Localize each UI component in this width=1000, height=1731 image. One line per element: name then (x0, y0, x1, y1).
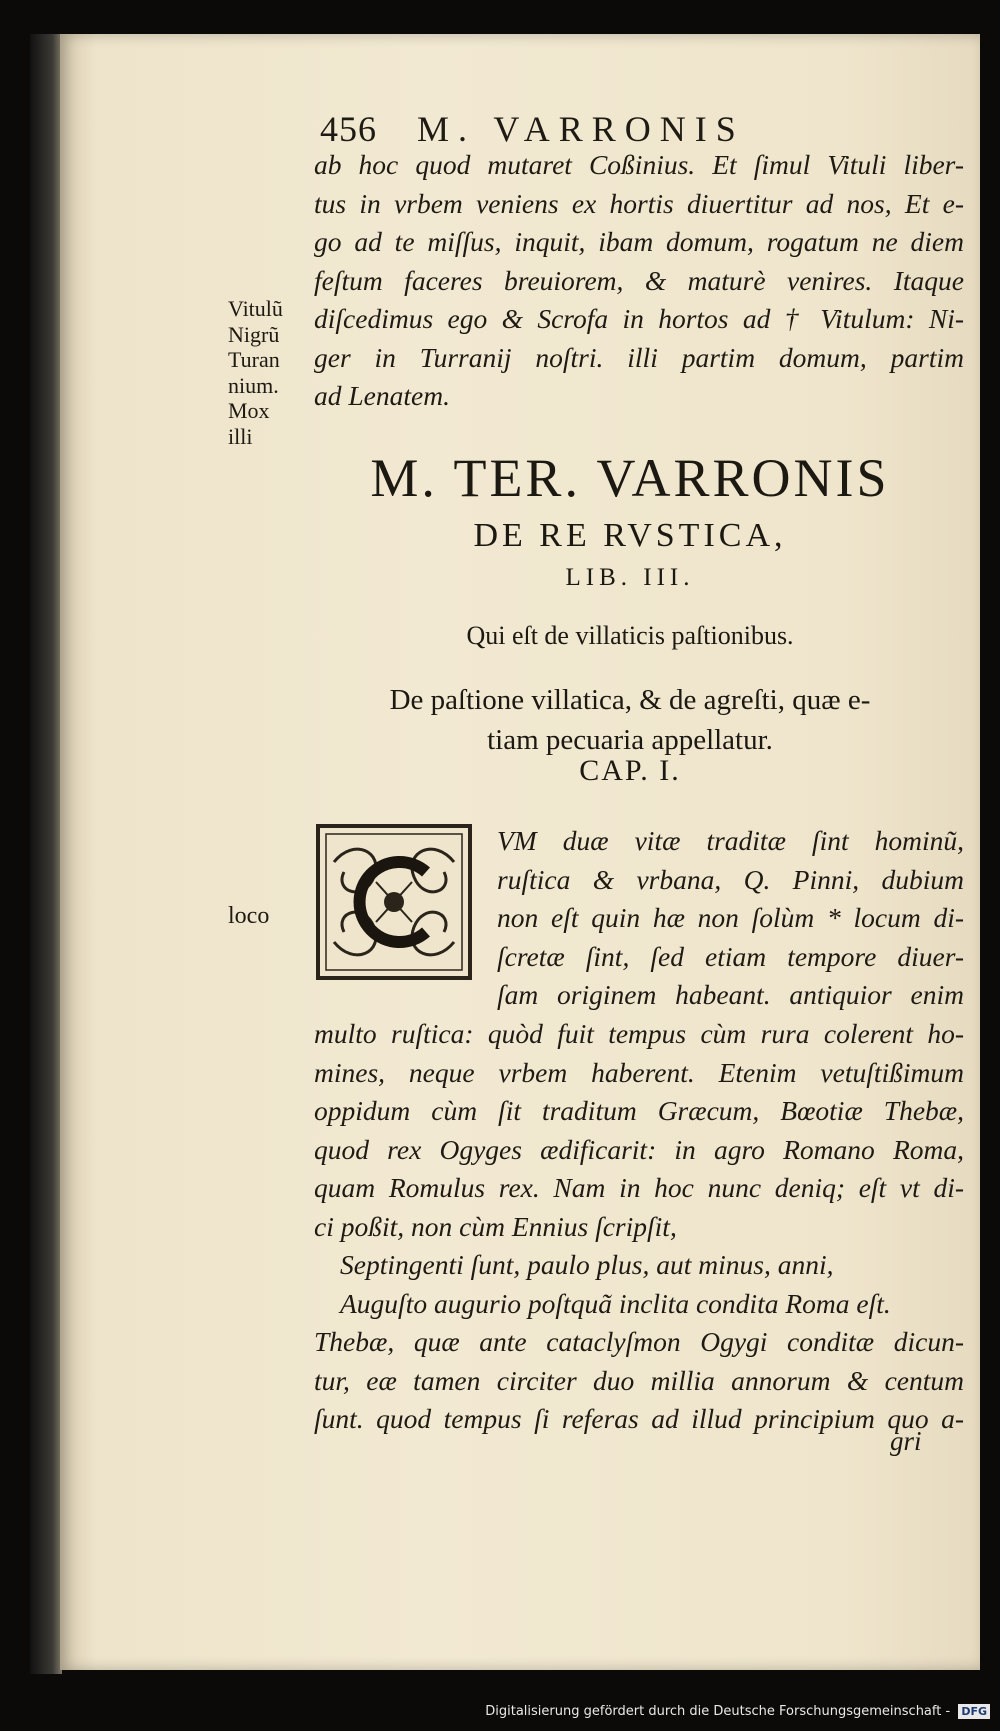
text-line: go ad te miſſus, inquit, ibam domum, rogatum ne diem (314, 226, 964, 257)
digitization-footer (0, 1704, 990, 1719)
footer-text: Digitalisierung gefördert durch die Deutsche Forschungsgemeinschaft - (485, 1704, 951, 1719)
text-line: quod rex Ogyges ædificarit: in agro Romano Roma, (314, 1133, 964, 1165)
text-line: ad Lenatem. (314, 380, 450, 411)
text-line: tur, eæ tamen circiter duo millia annorum & centum (314, 1364, 964, 1396)
text-line: tus in vrbem veniens ex hortis diuertitur ad nos, Et e- (314, 187, 964, 219)
running-title: M. VARRONIS (417, 109, 745, 149)
margin-note-line: illi (228, 423, 253, 449)
text-line: ab hoc quod mutaret Coßinius. Et ſimul Vituli liber- (314, 149, 964, 180)
text-line: mines, neque vrbem haberent. Etenim vetuſtißimum (314, 1056, 964, 1088)
text-line: ci poßit, non cùm Ennius ſcripſit, (314, 1210, 677, 1242)
text-line: ruſtica & vrbana, Q. Pinni, dubium (497, 863, 964, 895)
chapter-heading-line: De paſtione villatica, & de agreſti, quæ e- (389, 684, 871, 716)
text-line: ger in Turranij noſtri. illi partim domum, partim (314, 341, 964, 373)
book-number: LIB. III. (565, 564, 695, 591)
text-line: ſcretæ ſint, ſed etiam tempore diuer- (497, 940, 964, 972)
margin-note-line: Nigrũ (228, 321, 280, 347)
top-paragraph (314, 146, 964, 416)
text-line: ſam originem habeant. antiquior enim (497, 979, 964, 1010)
text-line: Thebæ, quæ ante cataclyſmon Ogygi conditæ dicun- (314, 1326, 964, 1357)
chapter-heading-line: tiam pecuaria appellatur. (487, 724, 773, 756)
text-line: ſunt. quod tempus ſi referas ad illud principium quo a- (314, 1403, 964, 1434)
margin-note-line: Mox (228, 398, 270, 423)
verse-line: Septingenti ſunt, paulo plus, aut minus, anni, (340, 1249, 834, 1280)
decorated-initial-c (314, 822, 474, 982)
book-title: M. TER. VARRONIS (370, 448, 890, 508)
initial-paragraph-lines (497, 822, 964, 1015)
text-line: quam Romulus rex. Nam in hoc nunc deniq; eſt vt di- (314, 1172, 964, 1203)
running-head (320, 108, 880, 150)
margin-note-line: nium. (228, 372, 279, 398)
margin-note-vitulum (228, 296, 308, 449)
catchword: gri (890, 1426, 922, 1456)
chapter-number: CAP. I. (579, 754, 681, 787)
margin-note-line: Turan (228, 347, 280, 372)
text-line: VM duæ vitæ traditæ ſint hominũ, (497, 825, 964, 856)
closing-paragraph (314, 1323, 964, 1439)
text-line: feſtum faceres breuiorem, & maturè venires. Itaque (314, 264, 964, 296)
margin-note-line: Vitulũ (228, 296, 283, 321)
margin-note-loco: loco (228, 903, 270, 929)
book-subtitle: DE RE RVSTICA, (473, 517, 787, 554)
text-line: multo ruſtica: quòd fuit tempus cùm rura colerent ho- (314, 1018, 964, 1049)
text-line: oppidum cùm ſit traditum Græcum, Bœotiæ Thebæ, (314, 1095, 964, 1126)
text-line: diſcedimus ego & Scrofa in hortos ad † Vitulum: Ni- (314, 303, 964, 334)
book-description: Qui eſt de villaticis paſtionibus. (466, 621, 794, 650)
page-number: 456 (320, 109, 377, 149)
verse-line: Auguſto augurio poſtquã inclita condita Roma eſt. (340, 1287, 891, 1319)
book-spine (30, 34, 62, 1674)
body-paragraph (314, 1015, 964, 1246)
verse-quote (340, 1246, 960, 1323)
dfg-logo: DFG (958, 1704, 990, 1719)
chapter-heading (300, 680, 960, 760)
text-line: non eſt quin hæ non ſolùm * locum di- (497, 902, 964, 933)
